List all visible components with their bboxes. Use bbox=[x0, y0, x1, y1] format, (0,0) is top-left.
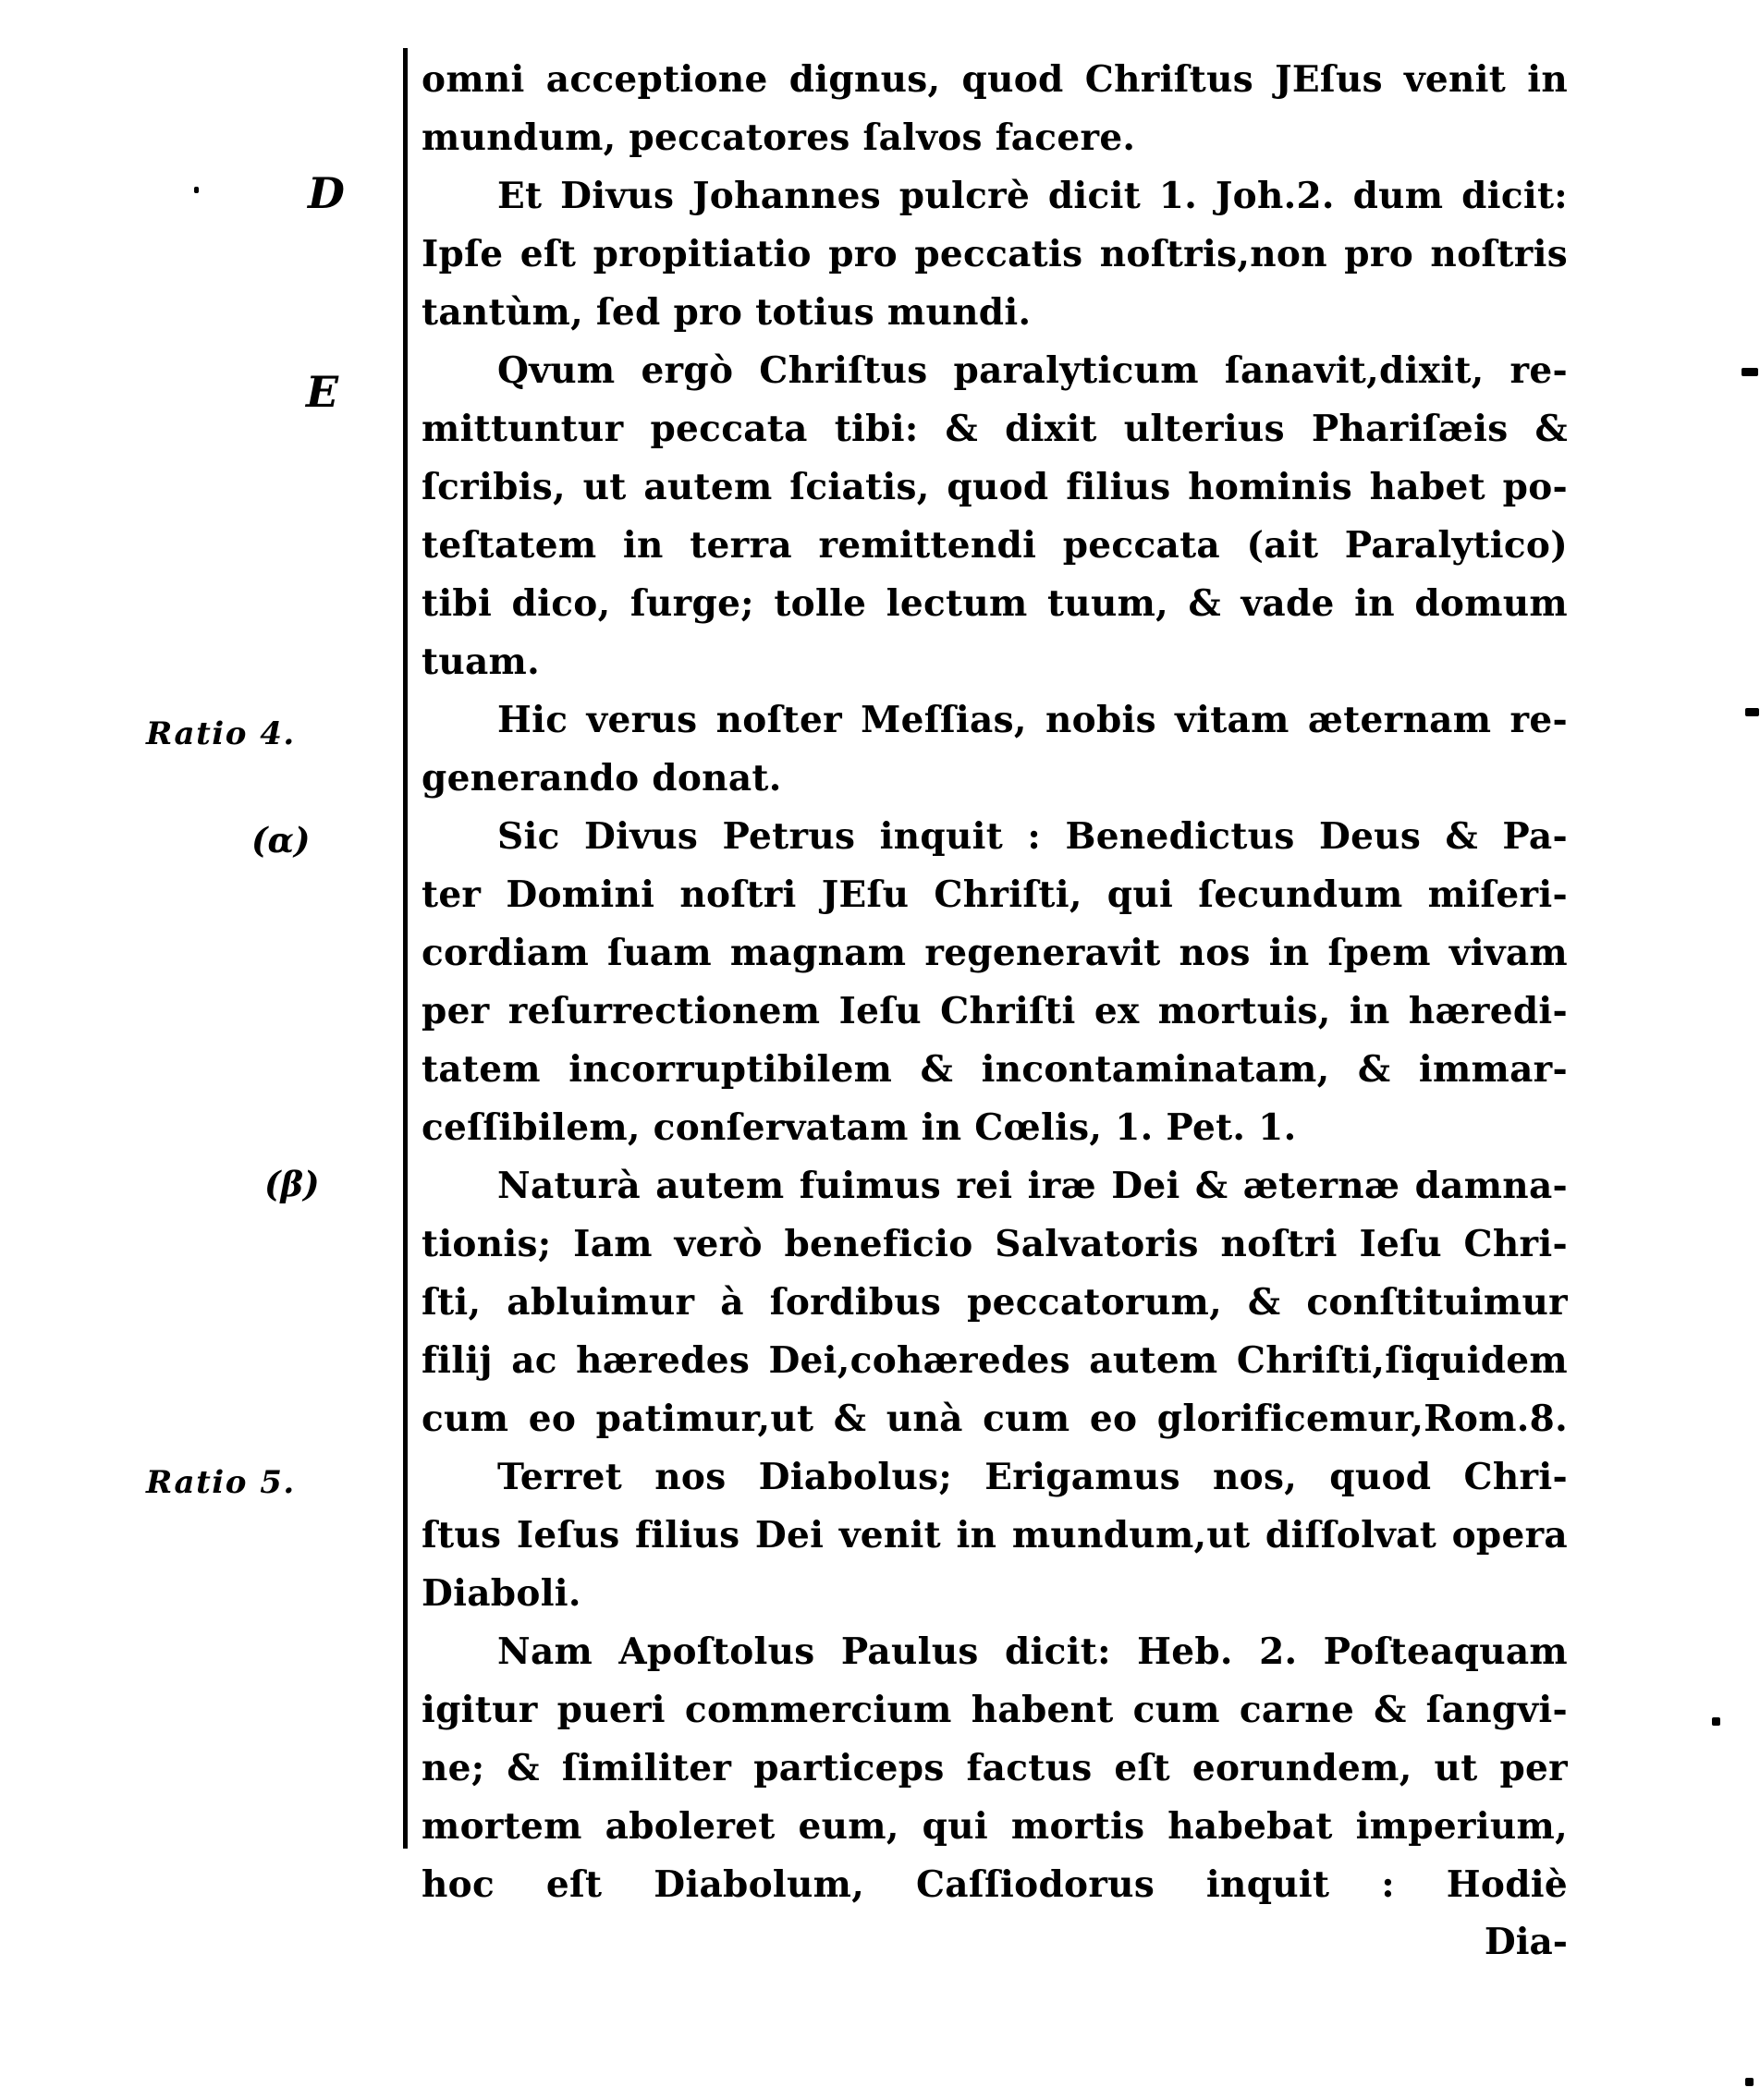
text-line: generando donat. bbox=[422, 757, 782, 800]
text-line: Et Divus Johannes pulcrè dicit 1. Joh.2. dum dicit: bbox=[497, 175, 1568, 217]
scan-speck bbox=[1742, 368, 1758, 376]
text-line: hoc eſt Diabolum, Caſſiodorus inquit : Hodiè bbox=[422, 1863, 1568, 1906]
text-line: tuam. bbox=[422, 641, 540, 683]
text-line: Qvum ergò Chriſtus paralyticum ſanavit,dixit, re- bbox=[497, 349, 1568, 392]
text-line: Ipſe eſt propitiatio pro peccatis noſtris,non pro noſtris bbox=[422, 233, 1568, 275]
margin-note-beta: (β) bbox=[264, 1164, 320, 1204]
text-line: Sic Divus Petrus inquit : Benedictus Deus & Pa- bbox=[497, 815, 1568, 858]
scan-speck bbox=[1712, 1717, 1720, 1726]
text-line: ſti, abluimur à ſordibus peccatorum, & conſtituimur bbox=[422, 1281, 1568, 1324]
margin-notes-layer bbox=[0, 0, 407, 2100]
body-text bbox=[422, 51, 1568, 1914]
text-line: filij ac hæredes Dei,cohæredes autem Chriſti,ſiquidem bbox=[422, 1339, 1568, 1382]
text-line: Terret nos Diabolus; Erigamus nos, quod Chri- bbox=[497, 1456, 1568, 1498]
text-line: cordiam ſuam magnam regeneravit nos in ſpem vivam bbox=[422, 932, 1568, 974]
text-line: tibi dico, ſurge; tolle lectum tuum, & vade in domum bbox=[422, 582, 1568, 625]
scan-speck bbox=[1745, 2078, 1754, 2086]
text-line: omni acceptione dignus, quod Chriſtus JEſus venit in bbox=[422, 58, 1568, 101]
margin-note-alpha: (α) bbox=[251, 820, 311, 861]
text-line: tionis; Iam verò beneficio Salvatoris noſtri Ieſu Chri- bbox=[422, 1223, 1568, 1265]
text-line: teſtatem in terra remittendi peccata (ait Paralytico) bbox=[422, 524, 1568, 567]
margin-note-d: D bbox=[308, 168, 345, 218]
margin-note-ratio5: Ratio 5. bbox=[146, 1464, 296, 1501]
text-line: tantùm, ſed pro totius mundi. bbox=[422, 291, 1032, 334]
text-line: mundum, peccatores ſalvos facere. bbox=[422, 116, 1136, 159]
scan-speck bbox=[1745, 708, 1759, 716]
text-line: ter Domini noſtri JEſu Chriſti, qui ſecundum miſeri- bbox=[422, 873, 1568, 916]
text-line: ſcribis, ut autem ſciatis, quod filius hominis habet po- bbox=[422, 466, 1568, 508]
scan-speck bbox=[194, 187, 199, 193]
catchword-row bbox=[422, 1913, 1571, 1972]
text-line: per reſurrectionem Ieſu Chriſti ex mortuis, in hæredi- bbox=[422, 990, 1568, 1032]
margin-note-ratio4: Ratio 4. bbox=[146, 715, 296, 752]
text-line: igitur pueri commercium habent cum carne & ſangvi- bbox=[422, 1689, 1568, 1731]
text-line: tatem incorruptibilem & incontaminatam, & immar- bbox=[422, 1048, 1568, 1091]
text-line: Naturà autem fuimus rei iræ Dei & æternæ damna- bbox=[497, 1165, 1568, 1207]
text-line: ne; & ſimiliter particeps factus eſt eorundem, ut per bbox=[422, 1747, 1568, 1789]
text-line: Hic verus noſter Meſſias, nobis vitam æternam re- bbox=[497, 699, 1568, 741]
text-line: ceſſibilem, conſervatam in Cœlis, 1. Pet. 1. bbox=[422, 1106, 1297, 1149]
text-line: ſtus Ieſus filius Dei venit in mundum,ut diſſolvat opera bbox=[422, 1514, 1568, 1557]
text-line: Nam Apoſtolus Paulus dicit: Heb. 2. Poſteaquam bbox=[497, 1630, 1568, 1673]
text-line: Diaboli. bbox=[422, 1572, 581, 1615]
text-line: cum eo patimur,ut & unà cum eo glorificemur,Rom.8. bbox=[422, 1398, 1568, 1440]
text-line: mortem aboleret eum, qui mortis habebat imperium, bbox=[422, 1805, 1568, 1848]
column-rule bbox=[403, 48, 408, 1849]
text-line: mittuntur peccata tibi: & dixit ulterius Phariſæis & bbox=[422, 408, 1568, 450]
margin-note-e: E bbox=[306, 367, 339, 417]
catchword: Dia- bbox=[1484, 1921, 1568, 1963]
